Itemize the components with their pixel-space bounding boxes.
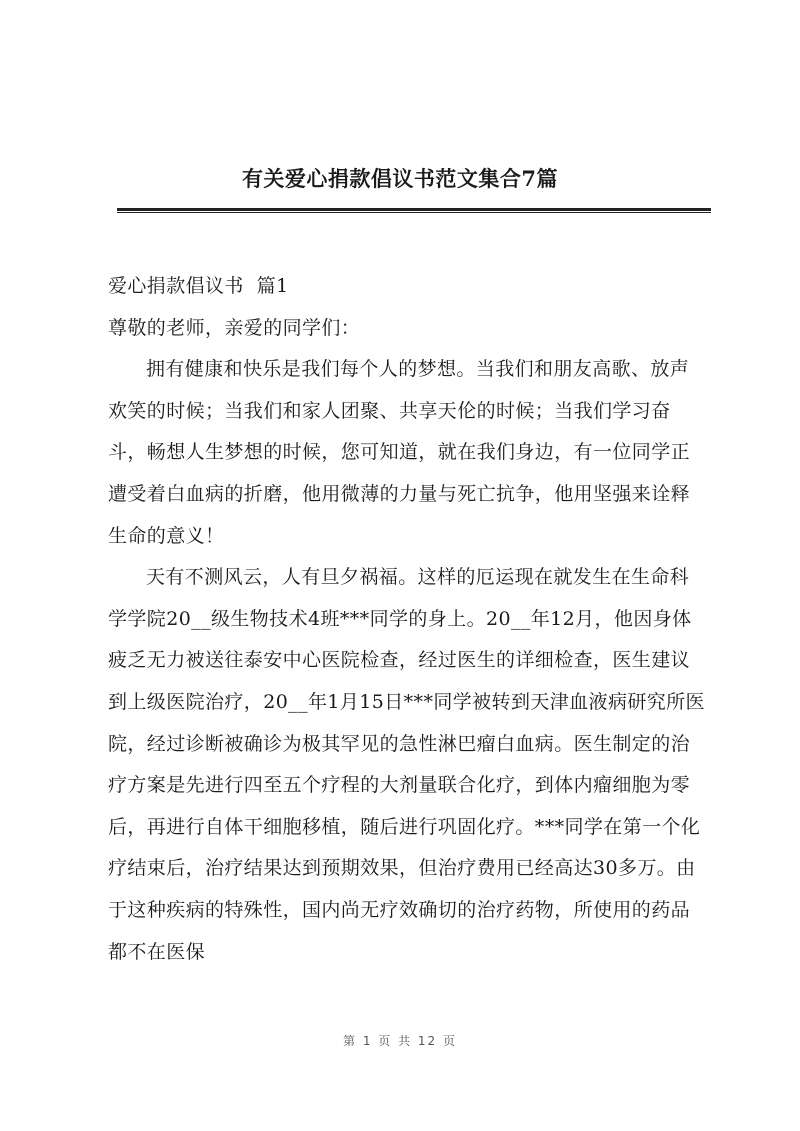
document-body	[108, 266, 708, 973]
paragraph: 拥有健康和快乐是我们每个人的梦想。当我们和朋友高歌、放声欢笑的时候；当我们和家人团聚、共享天伦的时候；当我们学习奋斗，畅想人生梦想的时候，您可知道，就在我们身边，有一位同学正遭受着白血病的折磨，他用微薄的力量与死亡抗争，他用坚强来诠释生命的意义！	[108, 358, 691, 547]
paragraph: 天有不测风云，人有旦夕祸福。这样的厄运现在就发生在生命科学学院20__级生物技术4班***同学的身上。20__年12月，他因身体疲乏无力被送往泰安中心医院检查，经过医生的详细检查，医生建议到上级医院治疗，20__年1月15日***同学被转到天津血液病研究所医院，经过诊断被确诊为极其罕见的急性淋巴瘤白血病。医生制定的治疗方案是先进行四至五个疗程的大剂量联合化疗，到体内瘤细胞为零后，再进行自体干细胞移植，随后进行巩固化疗。***同学在第一个化疗结束后，治疗结果达到预期效果，但治疗费用已经高达30多万。由于这种疾病的特殊性，国内尚无疗效确切的治疗药物，所使用的药品都不在医保	[108, 566, 705, 963]
salutation: 尊敬的老师，亲爱的同学们：	[108, 316, 361, 339]
page-title: 有关爱心捐款倡议书范文集合7篇	[241, 166, 559, 191]
title-divider	[117, 208, 711, 213]
section-heading: 爱心捐款倡议书 篇1	[108, 275, 289, 297]
page-footer: 第 1 页 共 12 页	[343, 1034, 457, 1048]
